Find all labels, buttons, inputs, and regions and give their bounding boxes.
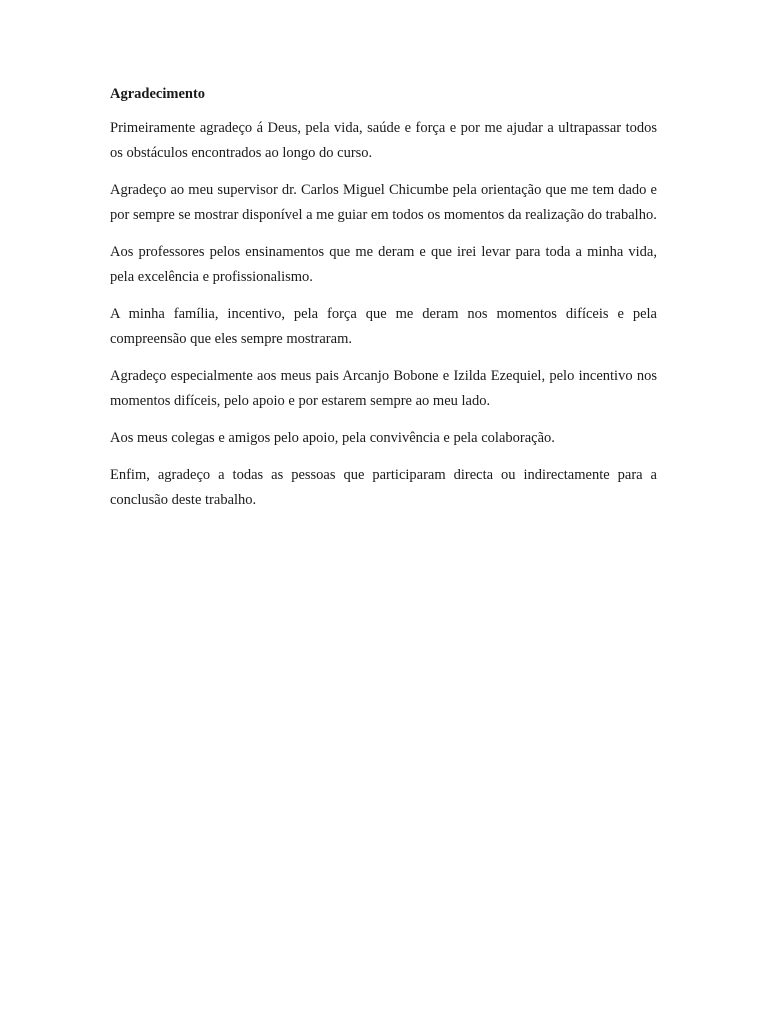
paragraph-family: A minha família, incentivo, pela força que me deram nos momentos difíceis e pela compreensão que eles sempre mostraram. xyxy=(110,306,657,347)
paragraph-parents: Agradeço especialmente aos meus pais Arcanjo Bobone e Izilda Ezequiel, pelo incentivo nos momentos difíceis, pelo apoio e por estarem sempre ao meu lado. xyxy=(110,368,657,409)
paragraph-supervisor: Agradeço ao meu supervisor dr. Carlos Miguel Chicumbe pela orientação que me tem dado e por sempre se mostrar disponível a me guiar em todos os momentos da realização do trabalho. xyxy=(110,182,657,223)
document-title: Agradecimento xyxy=(110,86,206,102)
document-page xyxy=(110,84,657,525)
paragraph-colleagues: Aos meus colegas e amigos pelo apoio, pela convivência e pela colaboração. xyxy=(110,430,555,446)
paragraph-god: Primeiramente agradeço á Deus, pela vida, saúde e força e por me ajudar a ultrapassar todos os obstáculos encontrados ao longo do curso. xyxy=(110,120,657,161)
paragraph-closing: Enfim, agradeço a todas as pessoas que participaram directa ou indirectamente para a conclusão deste trabalho. xyxy=(110,467,657,508)
paragraph-professors: Aos professores pelos ensinamentos que me deram e que irei levar para toda a minha vida, pela excelência e profissionalismo. xyxy=(110,244,657,285)
